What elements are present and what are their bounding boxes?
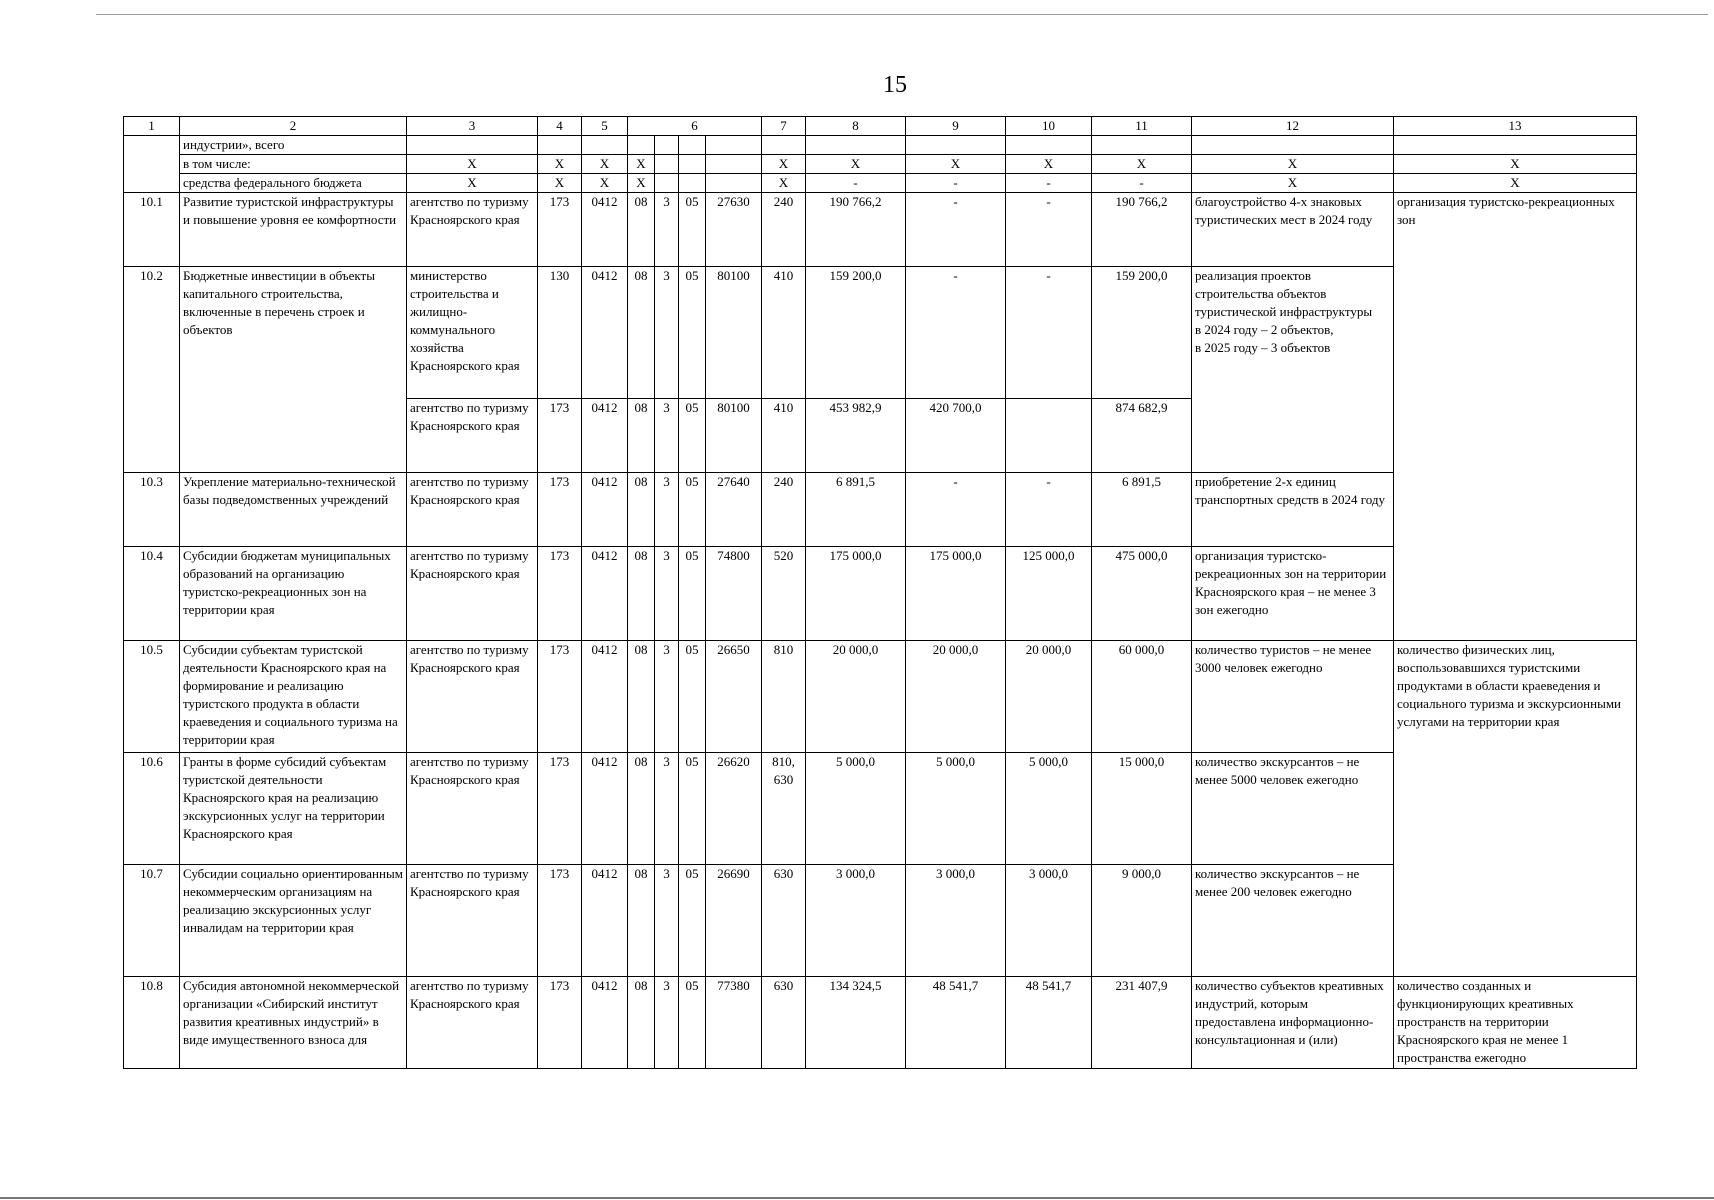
row-agency: агентство по туризму Красноярского края <box>407 193 538 267</box>
row-c6a: 08 <box>628 641 655 753</box>
row-c6c: 05 <box>679 399 706 473</box>
row-c12: количество туристов – не менее 3000 человек ежегодно <box>1192 641 1394 753</box>
row-c8: 20 000,0 <box>806 641 906 753</box>
row-c12: количество субъектов креативных индустрий, которым предоставлена информационно-консультационная и (или) <box>1192 977 1394 1069</box>
row-c12: количество экскурсантов – не менее 200 человек ежегодно <box>1192 865 1394 977</box>
row-c9: 48 541,7 <box>906 977 1006 1069</box>
row-c6c: 05 <box>679 473 706 547</box>
x-mark: Х <box>1394 155 1637 174</box>
row-c12: количество экскурсантов – не менее 5000 человек ежегодно <box>1192 753 1394 865</box>
row-c10: 20 000,0 <box>1006 641 1092 753</box>
row-c11: 475 000,0 <box>1092 547 1192 641</box>
row-id: 10.6 <box>124 753 180 865</box>
row-c6a: 08 <box>628 473 655 547</box>
subtotal-incl: в том числе: <box>180 155 407 174</box>
row-c10: - <box>1006 473 1092 547</box>
row-c11: 6 891,5 <box>1092 473 1192 547</box>
row-c6c: 05 <box>679 977 706 1069</box>
row-name: Бюджетные инвестиции в объекты капитального строительства, включенные в перечень строек и объектов <box>180 267 407 473</box>
subtotal-federal: средства федерального бюджета <box>180 174 407 193</box>
row-c11: 15 000,0 <box>1092 753 1192 865</box>
row-c6c: 05 <box>679 641 706 753</box>
row-c8: 159 200,0 <box>806 267 906 399</box>
row-c6a: 08 <box>628 753 655 865</box>
row-c7: 410 <box>762 399 806 473</box>
row-c12: реализация проектов строительства объектов туристической инфраструктуры в 2024 году – 2 объектов, в 2025 году – 3 объектов <box>1192 267 1394 473</box>
row-c6b: 3 <box>655 753 679 865</box>
header-cell: 6 <box>628 117 762 136</box>
row-c13: количество созданных и функционирующих креативных пространств на территории Красноярского края не менее 1 пространства ежегодно <box>1394 977 1637 1069</box>
row-name: Субсидии бюджетам муниципальных образований на организацию туристско-рекреационных зон на территории края <box>180 547 407 641</box>
row-agency: агентство по туризму Красноярского края <box>407 547 538 641</box>
row-c11: 9 000,0 <box>1092 865 1192 977</box>
x-mark: Х <box>1192 174 1394 193</box>
row-c6b: 3 <box>655 399 679 473</box>
row-c4: 173 <box>538 193 582 267</box>
row-c10: - <box>1006 193 1092 267</box>
row-c6b: 3 <box>655 547 679 641</box>
row-c6a: 08 <box>628 399 655 473</box>
row-c6d: 26650 <box>706 641 762 753</box>
header-row <box>124 117 1637 136</box>
x-mark: Х <box>538 174 582 193</box>
row-agency: агентство по туризму Красноярского края <box>407 753 538 865</box>
row-c13: количество физических лиц, воспользовавшихся туристскими продуктами в области краеведения и социального туризма и экскурсионными услугами на территории края <box>1394 641 1637 977</box>
top-rule <box>96 14 1708 15</box>
row-c12: благоустройство 4-х знаковых туристических мест в 2024 году <box>1192 193 1394 267</box>
row-c9: - <box>906 267 1006 399</box>
row-c6d: 27630 <box>706 193 762 267</box>
x-mark: Х <box>1092 155 1192 174</box>
page-number: 15 <box>883 72 907 98</box>
x-mark: Х <box>582 155 628 174</box>
row-c7: 630 <box>762 977 806 1069</box>
row-id: 10.5 <box>124 641 180 753</box>
subtotal-title-row <box>124 136 1637 155</box>
program-table <box>123 116 1637 1069</box>
row-name: Субсидии субъектам туристской деятельности Красноярского края на формирование и реализацию туристского продукта в области краеведения и социального туризма на территории края <box>180 641 407 753</box>
row-c4: 173 <box>538 865 582 977</box>
row-name: Развитие туристской инфраструктуры и повышение уровня ее комфортности <box>180 193 407 267</box>
row-name: Укрепление материально-технической базы подведомственных учреждений <box>180 473 407 547</box>
row-c6b: 3 <box>655 641 679 753</box>
row-c7: 240 <box>762 473 806 547</box>
row-c9: 175 000,0 <box>906 547 1006 641</box>
row-id: 10.7 <box>124 865 180 977</box>
row-c6b: 3 <box>655 865 679 977</box>
row-c8: 134 324,5 <box>806 977 906 1069</box>
row-c7: 810, 630 <box>762 753 806 865</box>
row-c9: 5 000,0 <box>906 753 1006 865</box>
subtotal-title: индустрии», всего <box>180 136 407 155</box>
subtotal-federal-row <box>124 174 1637 193</box>
header-cell: 3 <box>407 117 538 136</box>
row-agency: агентство по туризму Красноярского края <box>407 473 538 547</box>
row-c6a: 08 <box>628 977 655 1069</box>
row-c7: 520 <box>762 547 806 641</box>
row-id: 10.4 <box>124 547 180 641</box>
row-agency: агентство по туризму Красноярского края <box>407 977 538 1069</box>
row-c7: 810 <box>762 641 806 753</box>
row-c6c: 05 <box>679 753 706 865</box>
row-c9: - <box>906 473 1006 547</box>
row-c7: 240 <box>762 193 806 267</box>
dash-mark: - <box>1006 174 1092 193</box>
row-c6a: 08 <box>628 865 655 977</box>
row-c13: организация туристско-рекреационных зон <box>1394 193 1637 641</box>
row-c5: 0412 <box>582 267 628 399</box>
row-c7: 630 <box>762 865 806 977</box>
row-c11: 874 682,9 <box>1092 399 1192 473</box>
row-c10: - <box>1006 267 1092 399</box>
header-cell: 8 <box>806 117 906 136</box>
row-agency: агентство по туризму Красноярского края <box>407 641 538 753</box>
row-c8: 175 000,0 <box>806 547 906 641</box>
row-c6b: 3 <box>655 267 679 399</box>
row-c6c: 05 <box>679 267 706 399</box>
x-mark: Х <box>407 155 538 174</box>
row-c8: 190 766,2 <box>806 193 906 267</box>
x-mark: Х <box>762 155 806 174</box>
x-mark: Х <box>407 174 538 193</box>
row-c8: 5 000,0 <box>806 753 906 865</box>
row-c4: 173 <box>538 977 582 1069</box>
row-agency: министерство строительства и жилищно-коммунального хозяйства Красноярского края <box>407 267 538 399</box>
row-c11: 159 200,0 <box>1092 267 1192 399</box>
table-row <box>124 641 1637 753</box>
row-c6d: 77380 <box>706 977 762 1069</box>
header-cell: 9 <box>906 117 1006 136</box>
header-cell: 10 <box>1006 117 1092 136</box>
row-agency: агентство по туризму Красноярского края <box>407 399 538 473</box>
x-mark: Х <box>906 155 1006 174</box>
row-c9: 420 700,0 <box>906 399 1006 473</box>
row-c5: 0412 <box>582 865 628 977</box>
row-c9: 3 000,0 <box>906 865 1006 977</box>
x-mark: Х <box>538 155 582 174</box>
x-mark: Х <box>628 155 655 174</box>
header-cell: 2 <box>180 117 407 136</box>
row-c4: 173 <box>538 473 582 547</box>
row-c9: 20 000,0 <box>906 641 1006 753</box>
row-c6c: 05 <box>679 547 706 641</box>
row-c6d: 26620 <box>706 753 762 865</box>
header-cell: 12 <box>1192 117 1394 136</box>
dash-mark: - <box>1092 174 1192 193</box>
row-c11: 231 407,9 <box>1092 977 1192 1069</box>
row-c6c: 05 <box>679 193 706 267</box>
row-c10: 3 000,0 <box>1006 865 1092 977</box>
row-c5: 0412 <box>582 753 628 865</box>
row-c4: 173 <box>538 641 582 753</box>
subtotal-incl-row <box>124 155 1637 174</box>
x-mark: Х <box>628 174 655 193</box>
x-mark: Х <box>1394 174 1637 193</box>
row-c12: приобретение 2-х единиц транспортных средств в 2024 году <box>1192 473 1394 547</box>
row-c6c: 05 <box>679 865 706 977</box>
row-c5: 0412 <box>582 399 628 473</box>
header-cell: 4 <box>538 117 582 136</box>
row-c6d: 80100 <box>706 267 762 399</box>
row-c4: 173 <box>538 547 582 641</box>
row-name: Субсидии социально ориентированным некоммерческим организациям на реализацию экскурсионных услуг инвалидам на территории края <box>180 865 407 977</box>
row-c6d: 27640 <box>706 473 762 547</box>
x-mark: Х <box>1192 155 1394 174</box>
row-c4: 130 <box>538 267 582 399</box>
row-c11: 190 766,2 <box>1092 193 1192 267</box>
table-row <box>124 977 1637 1069</box>
row-id: 10.1 <box>124 193 180 267</box>
row-c4: 173 <box>538 399 582 473</box>
header-cell: 13 <box>1394 117 1637 136</box>
header-cell: 7 <box>762 117 806 136</box>
row-c10: 5 000,0 <box>1006 753 1092 865</box>
row-name: Субсидия автономной некоммерческой организации «Сибирский институт развития креативных индустрий» в виде имущественного взноса для <box>180 977 407 1069</box>
row-c6a: 08 <box>628 547 655 641</box>
row-c5: 0412 <box>582 977 628 1069</box>
row-id: 10.8 <box>124 977 180 1069</box>
header-cell: 11 <box>1092 117 1192 136</box>
x-mark: Х <box>582 174 628 193</box>
x-mark: Х <box>762 174 806 193</box>
row-id: 10.3 <box>124 473 180 547</box>
row-id: 10.2 <box>124 267 180 473</box>
row-c5: 0412 <box>582 193 628 267</box>
x-mark: Х <box>806 155 906 174</box>
header-cell: 5 <box>582 117 628 136</box>
row-c6b: 3 <box>655 977 679 1069</box>
row-c5: 0412 <box>582 641 628 753</box>
x-mark: Х <box>1006 155 1092 174</box>
row-c10: 48 541,7 <box>1006 977 1092 1069</box>
row-c8: 3 000,0 <box>806 865 906 977</box>
row-c11: 60 000,0 <box>1092 641 1192 753</box>
row-c6b: 3 <box>655 473 679 547</box>
header-cell: 1 <box>124 117 180 136</box>
row-name: Гранты в форме субсидий субъектам туристской деятельности Красноярского края на реализацию экскурсионных услуг на территории Красноярского края <box>180 753 407 865</box>
row-c5: 0412 <box>582 473 628 547</box>
row-c5: 0412 <box>582 547 628 641</box>
row-c6a: 08 <box>628 267 655 399</box>
dash-mark: - <box>806 174 906 193</box>
bottom-rule <box>0 1197 1714 1199</box>
table-row <box>124 193 1637 267</box>
row-c6d: 74800 <box>706 547 762 641</box>
row-c8: 453 982,9 <box>806 399 906 473</box>
row-c12: организация туристско-рекреационных зон на территории Красноярского края – не менее 3 зон ежегодно <box>1192 547 1394 641</box>
row-c7: 410 <box>762 267 806 399</box>
row-c8: 6 891,5 <box>806 473 906 547</box>
row-c10 <box>1006 399 1092 473</box>
row-agency: агентство по туризму Красноярского края <box>407 865 538 977</box>
row-c6d: 80100 <box>706 399 762 473</box>
dash-mark: - <box>906 174 1006 193</box>
row-c9: - <box>906 193 1006 267</box>
row-c4: 173 <box>538 753 582 865</box>
row-c6d: 26690 <box>706 865 762 977</box>
row-c6a: 08 <box>628 193 655 267</box>
row-c10: 125 000,0 <box>1006 547 1092 641</box>
row-c6b: 3 <box>655 193 679 267</box>
